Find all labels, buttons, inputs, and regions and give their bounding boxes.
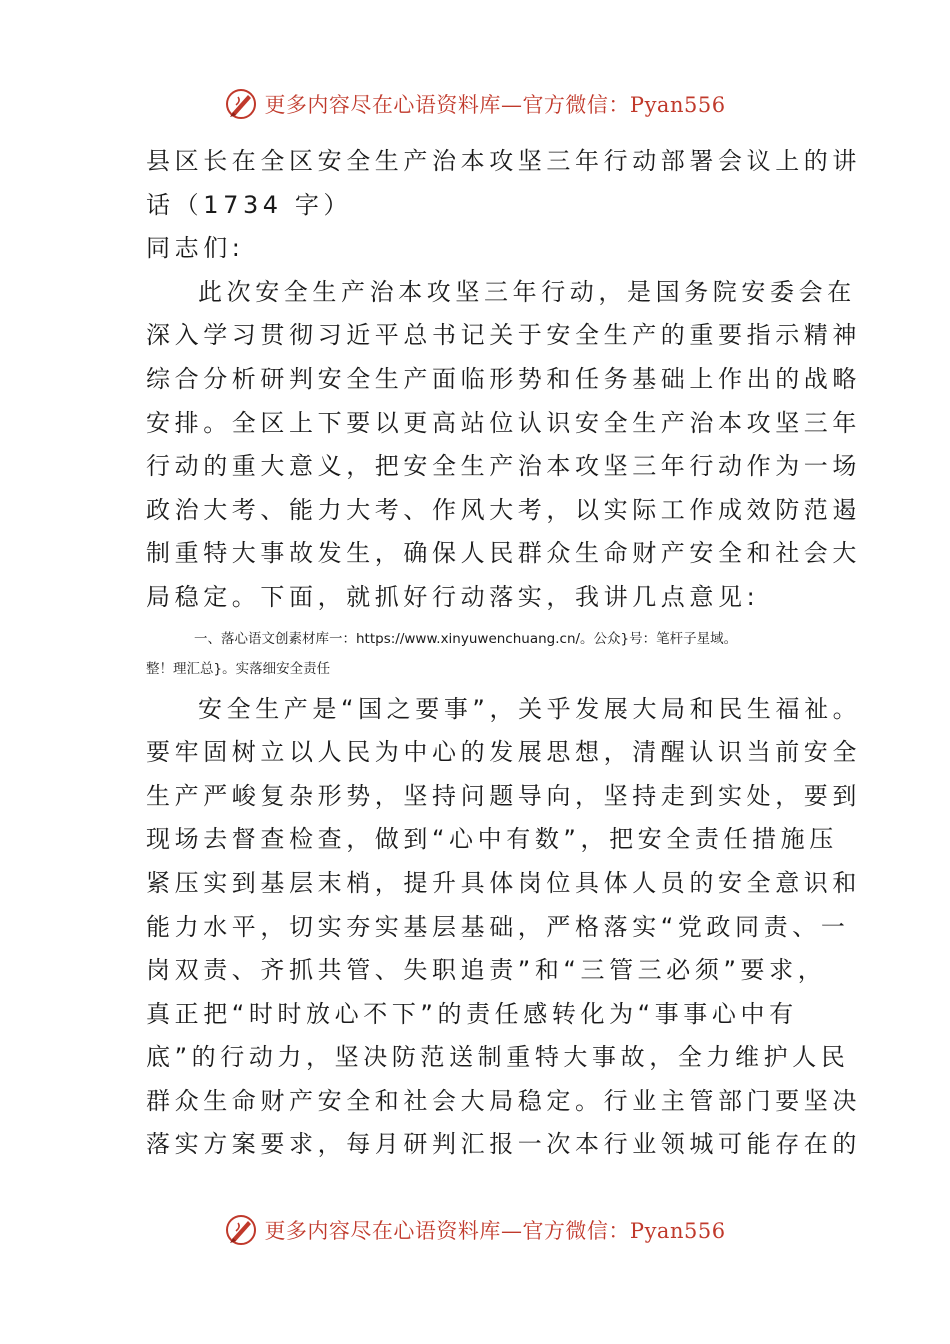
- paragraph-line: 底”的行动力，坚决防范送制重特大事故，全力维护人民: [146, 1043, 850, 1072]
- banner-text: 更多内容尽在心语资料库—官方微信：Pyan556: [264, 1219, 726, 1243]
- pen-logo-icon: [224, 87, 258, 121]
- paragraph-line: 能力水平，切实夯实基层基础，严格落实“党政同责、一: [146, 912, 850, 941]
- paragraph-line: 生产严峻复杂形势，坚持问题导向，坚持走到实处，要到: [146, 781, 861, 810]
- paragraph-2: [146, 688, 862, 1168]
- pen-logo-icon: [224, 1213, 258, 1247]
- paragraph-line: 要牢固树立以人民为中心的发展思想，清醒认识当前安全: [146, 738, 861, 767]
- paragraph-line: 现场去督查检查，做到“心中有数”，把安全责任措施压: [146, 825, 838, 854]
- paragraph-1: [146, 271, 861, 620]
- paragraph-line: 安全生产是“国之要事”，关乎发展大局和民生福祉。: [198, 694, 862, 723]
- document-body: [146, 140, 862, 1167]
- document-title-line-2: 话（1734 字）: [146, 190, 353, 219]
- paragraph-line: 制重特大事故发生，确保人民群众生命财产安全和社会大: [146, 539, 861, 568]
- paragraph-line: 深入学习贯彻习近平总书记关于安全生产的重要指示精神: [146, 321, 861, 350]
- banner-text: 更多内容尽在心语资料库—官方微信：Pyan556: [264, 93, 726, 117]
- paragraph-line: 群众生命财产安全和社会大局稳定。行业主管部门要坚决: [146, 1086, 861, 1115]
- section-heading-line-2: 整！理汇总}。实落细安全责任: [146, 660, 331, 677]
- paragraph-line: 安排。全区上下要以更高站位认识安全生产治本攻坚三年: [146, 408, 861, 437]
- header-watermark-banner: [0, 84, 950, 124]
- paragraph-line: 政治大考、能力大考、作风大考，以实际工作成效防范遏: [146, 495, 861, 524]
- paragraph-line: 真正把“时时放心不下”的责任感转化为“事事心中有: [146, 999, 798, 1028]
- footer-watermark-banner: [0, 1210, 950, 1250]
- paragraph-line: 局稳定。下面，就抓好行动落实，我讲几点意见:: [146, 582, 760, 611]
- section-heading-1: [146, 624, 814, 684]
- paragraph-line: 落实方案要求，每月研判汇报一次本行业领城可能存在的: [146, 1130, 861, 1159]
- section-heading-line-1: 一、落心语文创素材库一：https://www.xinyuwenchuang.cn/。公众}号：笔杆子星域。: [194, 630, 738, 647]
- document-title-line-1: 县区长在全区安全生产治本攻坚三年行动部署会议上的讲: [146, 147, 861, 175]
- paragraph-line: 综合分析研判安全生产面临形势和任务基础上作出的战略: [146, 364, 861, 393]
- salutation: 同志们:: [146, 234, 245, 263]
- paragraph-line: 紧压实到基层末梢，提升具体岗位具体人员的安全意识和: [146, 868, 861, 897]
- paragraph-line: 此次安全生产治本攻坚三年行动，是国务院安委会在: [198, 277, 856, 306]
- paragraph-line: 岗双责、齐抓共管、失职追责”和“三管三必须”要求，: [146, 956, 827, 985]
- paragraph-line: 行动的重大意义，把安全生产治本攻坚三年行动作为一场: [146, 452, 861, 481]
